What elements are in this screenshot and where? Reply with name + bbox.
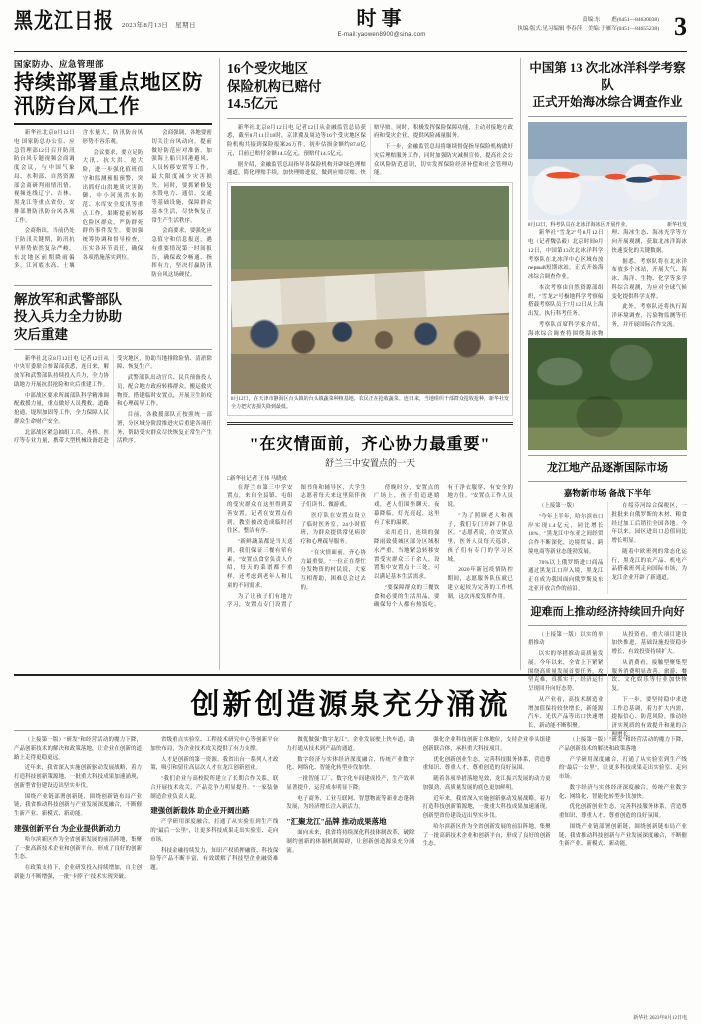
paragraph: 新华社北京8月12日电 记者12日从金融监管总局获悉，截至8月11日18时，京津冀及周边等16个受灾地区保险机构共接到保险报案26万件，初步估损金额约87.8亿元，目前已赔付金额14.5亿元，预赔付14.5亿元。 [227,124,366,157]
middle-column [220,58,520,670]
paragraph: 科技金融持续发力，知识产权质押融资、科技保险等产品不断丰富，有效缓解了科技型企业融资难题。 [150,847,279,871]
right-column [520,58,687,738]
economy-divider [528,599,687,600]
masthead [14,8,687,52]
paragraph: 70%以上俄罗斯进口商品通过黑龙江口岸入境，黑龙江正在成为我国面向俄罗斯及东北亚开放合作的前沿。 [528,559,604,592]
flood-photo-container [227,182,513,416]
paragraph: 从消费看，接触型聚集型服务消费明显改善，旅游、餐饮、文化娱乐等行业加快恢复。 [611,659,687,693]
paragraph: 会商指出，当前仍处于防汛关键期，防汛抗旱形势依然复杂严峻，东北地区前期降雨偏多，江河底水高、土壤含水量大，防汛防台风形势不容乐观。 [14,130,144,270]
paragraph: 在政策支持下，企业研发投入持续增加，自主创新能力不断增强，一批"卡脖子"技术实现突破。 [14,865,143,880]
paragraph: 做优做强"数字龙江"，企业发展驶上快车道，助力打通从技术到产品的通道。 [286,737,415,752]
bottom-col-3 [286,736,414,884]
flood-photo-caption-text: 8月12日，在天津市静海区台头镇的台头镇蔬菜种植基地，农民正在抢收蔬菜。连日来，当地组织干部群众抢收抢种，全力把灾害损失降到最低。 [231,397,489,410]
paragraph: 据介绍，金融监管总局指导各保险机构开辟绿色理赔通道，简化理赔手续，加快理赔进度，做到应赔尽赔、快赔早赔。同时，积极发挥保险保障功能，主动对接地方政府和受灾企业，提供风险减量服务。 [227,124,513,177]
economy-headline-rule [528,625,687,626]
paragraph: 新华社北京8月12日电 记者12日从中央军委联合参谋部获悉，连日来，解放军和武警部队持续投入兵力，全力协助地方开展抗洪抢险和灾后重建工作。 [14,355,109,388]
flood-photo [231,186,509,394]
paragraph: 会议要求，要立足防大汛、抗大洪、抢大险，进一步强化值班值守和监测预报预警，突出抓好山洪地质灾害防御、中小河流洪水防范、水库安全度汛等重点工作，果断提前转移危险区群众，严防群死群伤事件发生。要加强统筹协调和督导检查，压实各环节责任，确保各项措施落实到位。 [82,149,144,261]
market-article-body [528,502,687,594]
paragraph: "今年上半年，哈尔滨市口岸实现1.4亿元，同比增长18%。"黑龙江中东亚之间经贸合作不断深化，边境贸易、跨境电商等新业态蓬勃发展。 [528,513,604,555]
arctic-photo-source: 新华社发 [666,222,687,228]
quote-article-body [227,484,513,611]
paragraph: 哈尔滨新区作为全省创新发展的前沿阵地，集聚了一批高新技术企业和创新平台，形成了良好的创新生态。 [14,836,143,861]
paragraph: 据悉，考察队将在北冰洋布放多个冰站，开展大气、海冰、海洋、生物、化学等多学科综合观测，为应对全球气候变化提供科学支撑。 [611,258,687,300]
insurance-headline-line3: 14.5亿元 [227,96,278,112]
paper-nameplate: 黑龙江日报 [14,9,115,34]
paragraph: 在绥芬河综合保税区，一批批来自俄罗斯的木材、粮食经过加工后销往全国各地。今年以来，园区进出口总值同比增长明显。 [611,503,687,545]
paragraph: 会商强调，各地要密切关注台风动向，提前做好防范应对准备，加强海上船只回港避风、人员转移安置等工作，最大限度减少灾害损失。同时，要抓紧修复水毁电力、通信、交通等基础设施，保障群众基本生活，尽快恢复正常生产生活秩序。 [151,130,212,224]
paragraph: "我们企业与高校院所建立了长期合作关系，联合开展技术攻关，产品竞争力明显提升。"一家装备制造企业负责人说。 [150,776,279,800]
market-subhead: 嘉物新市场 备战下半年 [563,488,652,499]
forest-photo [528,338,687,450]
headline-rule [14,123,212,125]
arctic-photo-caption-text: 8月12日，科考队员在北冰洋海冰区开展作业。 [528,222,631,228]
page-number: 3 [674,12,687,41]
market-headline: 龙江地产品逐渐国际市场 [547,462,668,475]
left-column [14,58,220,670]
army-headline-line2: 投入兵力全力协助 [14,309,122,325]
paragraph: 下一步，金融监管总局将继续督促指导保险机构做好灾后理赔服务工作，同时加强防灾减损宣传，提高社会公众风险防范意识，切实发挥保险经济补偿和社会管理功能。 [374,144,513,177]
paragraph: 北部战区紧急抽组工兵、舟桥、医疗等专业力量，携带大型机械设备赶赴受灾地区，协助当地排除险情、清淤除障、恢复生产。 [14,355,212,445]
bottom-subhead-3: "汇聚龙江"品牌 推动成果落地 [286,817,387,826]
article-kicker: 国家防办、应急管理部 [14,59,105,69]
arctic-headline [528,60,687,111]
paragraph: 数字经济与实体经济深度融合，传统产业数字化、网络化、智能化转型步伐加快。 [286,756,415,772]
paragraph: "要保障群众的三餐饮食和必要的生活用品，要确保每个人都有热饭吃、有干净衣服穿、有安全的地方住。"安置点工作人员说。 [374,484,513,609]
paragraph: 采用近日，连续的强降雨致使城区部分区域积水严重，当地紧急转移安置受灾群众三千余人，设置集中安置点十三处，可以满足基本生活需求。 [374,530,440,581]
arctic-article-body [528,229,687,338]
paragraph: 优化创新创业生态，完善科技服务体系，营造尊重知识、尊重人才、尊重创造的良好氛围。 [422,756,551,772]
army-article-headline [14,291,212,344]
paragraph: 以实的举措推动高质量发展。今年以来，全省上下紧紧围绕高质量发展首要任务，攻坚克难，真抓实干，经济运行呈现回升向好态势。 [528,651,604,693]
flood-photo-source: 新华社发 [488,397,509,403]
market-divider [528,455,687,456]
paragraph: 中部战区要求所属部队科学精准调配救援力量，重点做好人员搜救、道路抢通、堤坝加固等工作，全力保障人民群众生命财产安全。 [14,392,109,425]
bottom-subhead-2: 建强创新载体 助企业开阔出路 [150,806,250,816]
quote-divider [227,422,513,425]
paragraph: 面向未来，我省将持续深化科技体制改革，破除制约创新的体制机制障碍，让创新创造源泉充分涌流。 [286,830,415,854]
paragraph: 数字经济与实体经济深度融合，传统产业数字化、网络化、智能化转型步伐加快。 [558,784,688,800]
paragraph: （上接第一版） [538,503,578,510]
arctic-headline-line2: 正式开始海冰综合调查作业 [532,94,683,109]
economy-article-body [528,631,687,740]
paragraph: 考察队首席科学家介绍，海冰综合调查将围绕海冰物理、海冰生态、海冰光学等方向开展观测，获取北冰洋海冰快速变化的关键数据。 [528,230,687,337]
page-footer: 新华社 2023年8月12日电 [633,1016,687,1021]
paragraph: （上接第一版）"研发"和经营活动的魔力下降，产品创新技术的解决和政策落地，让企业在创新的道路上走得更稳更远。 [14,737,143,761]
market-headline-rule [528,481,687,482]
bottom-feature-columns [14,736,687,884]
arctic-headline-rule [528,116,687,117]
paragraph: 产学研用深度融合，打通了从实验室到生产线的"最后一公里"，让更多科技成果走出实验室、走向市场。 [150,819,279,843]
paragraph: 武警部队出动官兵、民兵预备役人员，配合地方政府转移群众，搬运救灾物资，搭建临时安置点，开展卫生防疫和心理疏导工作。 [117,375,212,408]
paragraph: 优化创新创业生态，完善科技服务体系，营造尊重知识、尊重人才、尊重创造的良好氛围。 [558,804,688,819]
lead-article-body [14,129,212,280]
paragraph: 新华社"雪龙2"号8月12日电（记者魏弘毅）北京时间8月12日，中国第13次北冰洋科学考察队在北冰洋中心区域布放первый短期冰站，正式开始海冰综合调查作业。 [528,230,604,281]
paragraph: 在舒兰市第三中学安置点，来自全县镇、屯组的受灾群众在这里得到妥善安置。记者在安置点看到，教室被改造成临时居住区，整洁有序。 [227,484,293,535]
section-email: E-mail:yaowen8900@sina.com [337,32,426,38]
paragraph: 哈尔滨新区作为全省创新发展的前沿阵地，集聚了一批高新技术企业和创新平台，形成了良好的创新生态。 [422,823,551,848]
arctic-headline-line1: 中国第 13 次北冰洋科学考察队 [529,61,686,92]
insurance-article-body [227,124,513,180]
army-headline-rule [14,349,212,350]
paragraph: 电子商务、工业互联网、智慧物流等新业态蓬勃发展，为经济增长注入新活力。 [286,795,415,811]
paragraph: 随着各项举措落地见效，龙江振兴发展的动力更加强劲，高质量发展的底色更加鲜明。 [422,776,551,791]
bottom-subhead-1: 建强创新平台 为企业提供新动力 [14,823,121,833]
paragraph: （上接第一版）以实的举措推动 [528,631,604,647]
paragraph: 从投资看，重大项目建设加快推进，基础设施投资稳步增长，有效投资持续扩大。 [611,631,687,656]
paragraph: 近年来，我省深入实施创新驱动发展战略，着力打造科技创新策源地，一批重大科技成果加速涌现，创新型省份建设迈出坚实步伐。 [14,765,143,789]
section-divider [14,285,212,286]
bottom-feature-headline: 创新创造源泉充分涌流 [190,689,511,721]
paragraph: 2020年新冠疫情防控期间，志愿服务队伍就已建立起较为完善的工作机制，这次再度发挥作用。 [447,567,513,600]
section-title: 时事 [356,8,407,30]
bottom-col-5 [559,736,687,884]
insurance-headline-rule [227,118,513,119]
insurance-headline [227,60,513,113]
lead-headline: 持续部署重点地区防汛防台风工作 [14,72,203,118]
editor-contact-line1: 责编:东 彪(0451—84630038) [582,17,659,23]
insurance-headline-line1: 16个受灾地区 [227,61,308,76]
flood-photo-caption [231,396,509,412]
paragraph: 会商要求，要强化应急值守和信息报送，遇有重要情况第一时间报告，确保政令畅通、指挥有力，坚决打赢防汛防台风这场硬仗。 [151,228,212,279]
paragraph: 目前，各救援部队正按照统一部署，分区域分阶段推进灾后重建各项任务，帮助受灾群众尽快恢复正常生产生活秩序。 [117,412,212,445]
paragraph: 省级重点实验室、工程技术研究中心等创新平台加快布局，为企业技术攻关提供了有力支撑。 [150,737,279,752]
publication-date: 2023年8月13日 星期日 [122,22,196,29]
paragraph: 下一步，要坚持稳中求进工作总基调，着力扩大内需、提振信心、防范风险，推动经济实现质的有效提升和量的合理增长。 [611,696,687,738]
paragraph: 产学研用深度融合，打通了从实验室到生产线的"最后一公里"，让更多科技成果走出实验室、走向市场。 [558,756,688,780]
bottom-col-2 [150,736,278,884]
paragraph: 随着中欧班列的常态化运行，黑龙江的农产品、机电产品搭乘班列走向国际市场，为龙江企业开辟了新通道。 [611,548,687,582]
paragraph: 一批智能工厂、数字化车间建成投产，生产效率显著提升，运营成本明显下降。 [286,776,415,791]
paragraph: 傍晚时分，安置点的广场上，孩子们追逐嬉戏，老人们围坐聊天。夜幕降临，灯光亮起，这里有了家的温暖。 [374,484,440,526]
paragraph: "在灾情面前，齐心协力最重要。"一位正在帮忙分发物资的村民说，大家互相帮助，困难总会过去的。 [300,549,366,591]
paragraph: 从产业看，高技术制造业增加值保持较快增长，新能源汽车、光伏产品等出口快速增长，新动能不断积聚。 [528,696,604,730]
bottom-col-1 [14,736,142,884]
paragraph: 围绕产业链部署创新链，围绕创新链布局产业链，我省推动科技创新与产业发展深度融合，不断催生新产业、新模式、新动能。 [14,793,143,817]
paragraph: 围绕产业链部署创新链，围绕创新链布局产业链，我省推动科技创新与产业发展深度融合，不断催生新产业、新模式、新动能。 [558,823,688,848]
paragraph: （上接第一版）"研发"和经营活动的魔力下降，产品创新技术的解决和政策落地 [558,737,688,752]
paragraph: 人才是创新的第一资源。我省出台一系列人才政策，吸引和留住高层次人才在龙江创新创业。 [150,756,279,772]
paragraph: 强化企业科技创新主体地位，支持企业牵头组建创新联合体，承担重大科技项目。 [422,737,551,752]
paragraph: "为了照顾老人和孩子，我们专门开辟了休息区。"志愿者说，在安置点里，医务人员每天巡诊，孩子们有专门的学习区域。 [447,512,513,563]
paragraph: 近年来，我省深入实施创新驱动发展战略，着力打造科技创新策源地，一批重大科技成果加速涌现，创新型省份建设迈出坚实步伐。 [422,795,551,819]
paragraph: 为了让孩子们有地方学习，安置点专门设置了图书角和辅导区，大学生志愿者每天来这里陪伴孩子们读书、做游戏。 [227,484,366,609]
paragraph: "新鲜蔬菜都是当天送到，我们保证三餐有荤有素。"安置点食堂负责人介绍，每天的菜谱都不重样，还考虑到老年人和儿童的不同需求。 [227,539,293,589]
army-article-body [14,355,212,448]
section-header [272,8,491,38]
army-headline-line1: 解放军和武警部队 [14,291,122,307]
paragraph: 此外，考察队还将执行海洋环境调查、污染物监测等任务，并开展国际合作交流。 [611,304,687,328]
quote-headline: "在灾情面前，齐心协力最重要" [249,435,491,453]
byline: □新华社记者 王伟 马晓成 [227,475,287,482]
paragraph: 医疗队在安置点设立了临时医务室，24小时值班，为群众提供常见病诊疗和心理疏导服务。 [300,512,366,546]
editor-contact-line2: 执编/版式:见习编辑 李春萍 美编:于雁军(0451—84655238) [517,25,659,32]
arctic-photo-caption [528,222,687,230]
paragraph: 本次考察由自然资源部组织，"雪龙2"号极地科学考察船搭载考察队员于7月12日从上海出发，执行科考任务。 [528,284,604,318]
bottom-col-4 [423,736,551,884]
arctic-photo [528,122,687,220]
quote-subheadline: 舒兰三中安置点的一天 [324,457,415,468]
army-headline-line3: 灾后重建 [14,326,68,342]
editor-contact [491,8,659,34]
paragraph: 新华社北京8月12日电 国家防总办公室、应急管理部12日召开防汛防台风专题视频会商调度会议，与中国气象局、水利部、自然资源部会商研判雨情汛情，视频连线辽宁、吉林、黑龙江等重点省份，安排部署防汛防台风各项工作。 [14,130,75,224]
insurance-headline-line2: 保险机构已赔付 [227,78,322,94]
economy-headline: 迎难而上推动经济持续回升向好 [530,605,685,618]
